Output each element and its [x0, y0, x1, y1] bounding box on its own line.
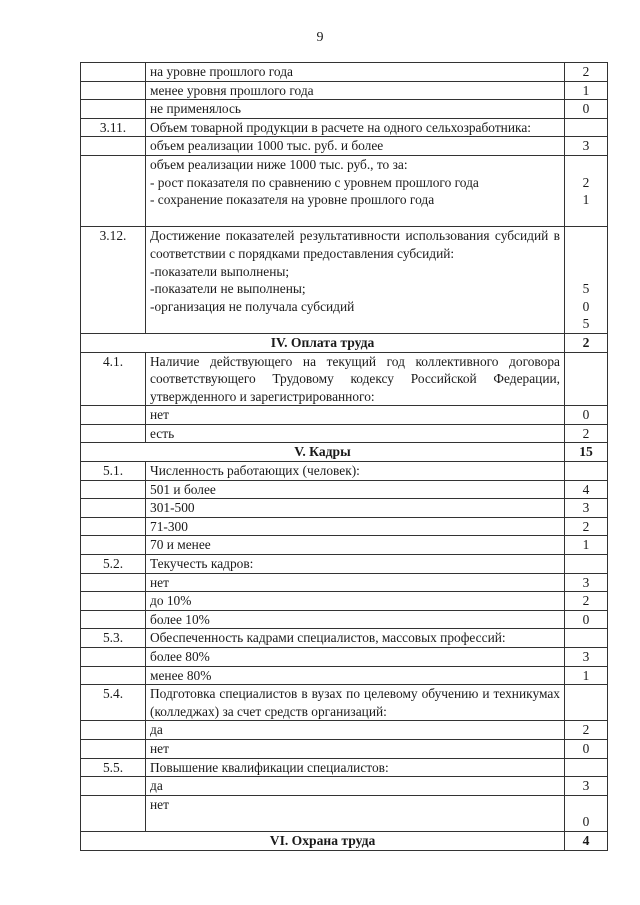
- table-row: [81, 739, 608, 758]
- points-value: 1: [582, 667, 590, 683]
- points-value: [565, 227, 607, 245]
- table-row: [81, 424, 608, 443]
- item-points: [565, 480, 608, 499]
- item-number: [81, 480, 146, 499]
- item-number: [81, 81, 146, 100]
- description-line: Достижение показателей результативности использования субсидий в соответствии с порядками предоставления субсидий:: [150, 228, 560, 261]
- description-line: 301-500: [150, 500, 195, 516]
- table-row: [81, 610, 608, 629]
- points-value: 4: [582, 481, 590, 497]
- points-value: [565, 156, 607, 174]
- item-description: [146, 118, 565, 137]
- item-description: [146, 795, 565, 831]
- item-number: [81, 721, 146, 740]
- points-value: [565, 245, 607, 263]
- table-row: [81, 480, 608, 499]
- item-description: [146, 573, 565, 592]
- item-number: [81, 499, 146, 518]
- item-points: [565, 227, 608, 334]
- table-row: [81, 666, 608, 685]
- item-number: [81, 536, 146, 555]
- description-line: Подготовка специалистов в вузах по целевому обучению и техникумах (колледжах) за счет средств организаций:: [150, 686, 560, 719]
- description-line: Повышение квалификации специалистов:: [150, 759, 389, 775]
- section-row: [81, 443, 608, 462]
- points-value: [565, 209, 607, 227]
- points-value: 2: [582, 593, 590, 609]
- points-value: 3: [582, 649, 590, 664]
- item-number: [81, 573, 146, 592]
- item-points: [565, 629, 608, 648]
- item-number: [81, 406, 146, 425]
- item-number: [81, 517, 146, 536]
- item-description: [146, 499, 565, 518]
- item-points: [565, 100, 608, 119]
- description-line: не применялось: [150, 101, 241, 117]
- item-points: [565, 118, 608, 137]
- item-number: [81, 610, 146, 629]
- table-row: [81, 137, 608, 156]
- description-line: да: [150, 778, 163, 794]
- points-value: 0: [582, 407, 590, 423]
- item-description: [146, 517, 565, 536]
- points-value: 2: [582, 64, 590, 79]
- item-points: [565, 777, 608, 796]
- item-points: [565, 648, 608, 667]
- description-line: более 10%: [150, 611, 210, 627]
- item-description: [146, 721, 565, 740]
- item-points: [565, 155, 608, 226]
- item-number: 3.11.: [81, 118, 146, 137]
- item-number: [81, 648, 146, 667]
- description-line: более 80%: [150, 649, 210, 664]
- table-row: [81, 118, 608, 137]
- item-points: [565, 758, 608, 777]
- points-value: 3: [582, 138, 590, 154]
- section-title: VI. Охрана труда: [81, 831, 565, 850]
- item-points: [565, 666, 608, 685]
- description-line: объем реализации 1000 тыс. руб. и более: [150, 138, 384, 154]
- table-row: [81, 406, 608, 425]
- section-points: 15: [565, 443, 608, 462]
- item-description: [146, 777, 565, 796]
- item-number: 3.12.: [81, 227, 146, 334]
- item-points: [565, 406, 608, 425]
- points-value: 3: [582, 574, 590, 590]
- item-number: 5.1.: [81, 462, 146, 481]
- points-value: 2: [582, 425, 590, 441]
- description-line: Наличие действующего на текущий год коллективного договора соответствующего Трудовому кодексу Российской Федерации, утвержденного и зарегистрированного:: [150, 353, 560, 404]
- item-number: [81, 666, 146, 685]
- description-line: на уровне прошлого года: [150, 64, 293, 79]
- item-number: [81, 795, 146, 831]
- description-line: - сохранение показателя на уровне прошлого года: [150, 192, 435, 208]
- points-value: 1: [582, 537, 590, 553]
- description-line: [150, 209, 560, 227]
- item-description: [146, 610, 565, 629]
- item-description: [146, 666, 565, 685]
- table-row: [81, 795, 608, 831]
- table-row: [81, 100, 608, 119]
- item-points: [565, 573, 608, 592]
- description-line: менее 80%: [150, 667, 212, 683]
- item-description: [146, 758, 565, 777]
- item-number: 4.1.: [81, 352, 146, 406]
- table-row: [81, 721, 608, 740]
- item-points: [565, 555, 608, 574]
- section-title: V. Кадры: [81, 443, 565, 462]
- item-points: [565, 462, 608, 481]
- item-points: [565, 81, 608, 100]
- table-row: [81, 462, 608, 481]
- item-description: [146, 592, 565, 611]
- table-row: [81, 777, 608, 796]
- description-line: нет: [150, 407, 169, 423]
- item-description: [146, 81, 565, 100]
- item-points: [565, 137, 608, 156]
- item-description: [146, 555, 565, 574]
- description-line: -показатели не выполнены;: [150, 281, 306, 297]
- item-description: [146, 137, 565, 156]
- page-number: 9: [316, 30, 324, 45]
- item-points: [565, 739, 608, 758]
- table-row: [81, 517, 608, 536]
- description-line: объем реализации ниже 1000 тыс. руб., то за:: [150, 156, 408, 172]
- description-line: Текучесть кадров:: [150, 556, 254, 572]
- section-points: 4: [565, 831, 608, 850]
- description-line: Обеспеченность кадрами специалистов, массовых профессий:: [150, 630, 506, 646]
- item-number: 5.3.: [81, 629, 146, 648]
- description-line: Объем товарной продукции в расчете на одного сельхозработника:: [150, 119, 531, 135]
- item-description: [146, 648, 565, 667]
- item-points: [565, 536, 608, 555]
- table-row: [81, 63, 608, 82]
- item-description: [146, 227, 565, 334]
- item-points: [565, 517, 608, 536]
- points-value: 5: [582, 281, 590, 297]
- item-number: [81, 155, 146, 226]
- description-line: менее уровня прошлого года: [150, 82, 314, 98]
- description-line: [150, 813, 560, 831]
- description-line: -показатели выполнены;: [150, 263, 290, 279]
- table-row: [81, 685, 608, 721]
- points-value: 5: [582, 316, 590, 332]
- table-row: [81, 758, 608, 777]
- table-row: [81, 352, 608, 406]
- item-number: [81, 100, 146, 119]
- item-number: [81, 739, 146, 758]
- item-description: [146, 685, 565, 721]
- table-row: [81, 592, 608, 611]
- item-points: [565, 721, 608, 740]
- table-row: [81, 155, 608, 226]
- points-value: 0: [582, 740, 590, 756]
- points-value: 3: [582, 500, 590, 516]
- table-row: [81, 573, 608, 592]
- section-title: IV. Оплата труда: [81, 333, 565, 352]
- item-description: [146, 155, 565, 226]
- item-number: 5.2.: [81, 555, 146, 574]
- item-points: [565, 63, 608, 82]
- table-row: [81, 648, 608, 667]
- table-row: [81, 629, 608, 648]
- item-description: [146, 739, 565, 758]
- item-number: [81, 63, 146, 82]
- points-value: [565, 263, 607, 281]
- item-points: [565, 592, 608, 611]
- item-points: [565, 610, 608, 629]
- item-description: [146, 629, 565, 648]
- item-number: [81, 424, 146, 443]
- item-description: [146, 424, 565, 443]
- item-number: 5.4.: [81, 685, 146, 721]
- criteria-table: [80, 62, 608, 851]
- section-row: [81, 333, 608, 352]
- description-line: -организация не получала субсидий: [150, 298, 355, 314]
- description-line: да: [150, 722, 163, 738]
- description-line: до 10%: [150, 593, 192, 609]
- description-line: - рост показателя по сравнению с уровнем прошлого года: [150, 174, 479, 190]
- points-value: 1: [582, 192, 590, 208]
- description-line: нет: [150, 796, 169, 812]
- item-number: 5.5.: [81, 758, 146, 777]
- item-description: [146, 406, 565, 425]
- description-line: 71-300: [150, 518, 188, 534]
- table-row: [81, 536, 608, 555]
- item-points: [565, 424, 608, 443]
- section-points: 2: [565, 333, 608, 352]
- description-line: нет: [150, 740, 169, 756]
- points-value: 0: [582, 814, 590, 830]
- description-line: 70 и менее: [150, 537, 211, 553]
- item-number: [81, 592, 146, 611]
- item-points: [565, 685, 608, 721]
- points-value: 0: [582, 298, 590, 314]
- points-value: 0: [582, 101, 590, 117]
- points-value: 2: [582, 722, 590, 738]
- table-row: [81, 555, 608, 574]
- description-line: нет: [150, 574, 169, 590]
- item-points: [565, 352, 608, 406]
- table-row: [81, 81, 608, 100]
- item-points: [565, 795, 608, 831]
- points-value: 1: [582, 82, 590, 98]
- item-description: [146, 536, 565, 555]
- item-description: [146, 63, 565, 82]
- item-description: [146, 352, 565, 406]
- points-value: 2: [582, 518, 590, 534]
- description-line: 501 и более: [150, 481, 216, 497]
- item-points: [565, 499, 608, 518]
- section-row: [81, 831, 608, 850]
- item-number: [81, 777, 146, 796]
- points-value: 3: [582, 778, 590, 794]
- description-line: Численность работающих (человек):: [150, 463, 360, 479]
- item-number: [81, 137, 146, 156]
- points-value: 2: [582, 174, 590, 190]
- item-description: [146, 480, 565, 499]
- table-row: [81, 499, 608, 518]
- points-value: 0: [582, 611, 590, 627]
- item-description: [146, 100, 565, 119]
- description-line: есть: [150, 425, 175, 441]
- item-description: [146, 462, 565, 481]
- table-row: [81, 227, 608, 334]
